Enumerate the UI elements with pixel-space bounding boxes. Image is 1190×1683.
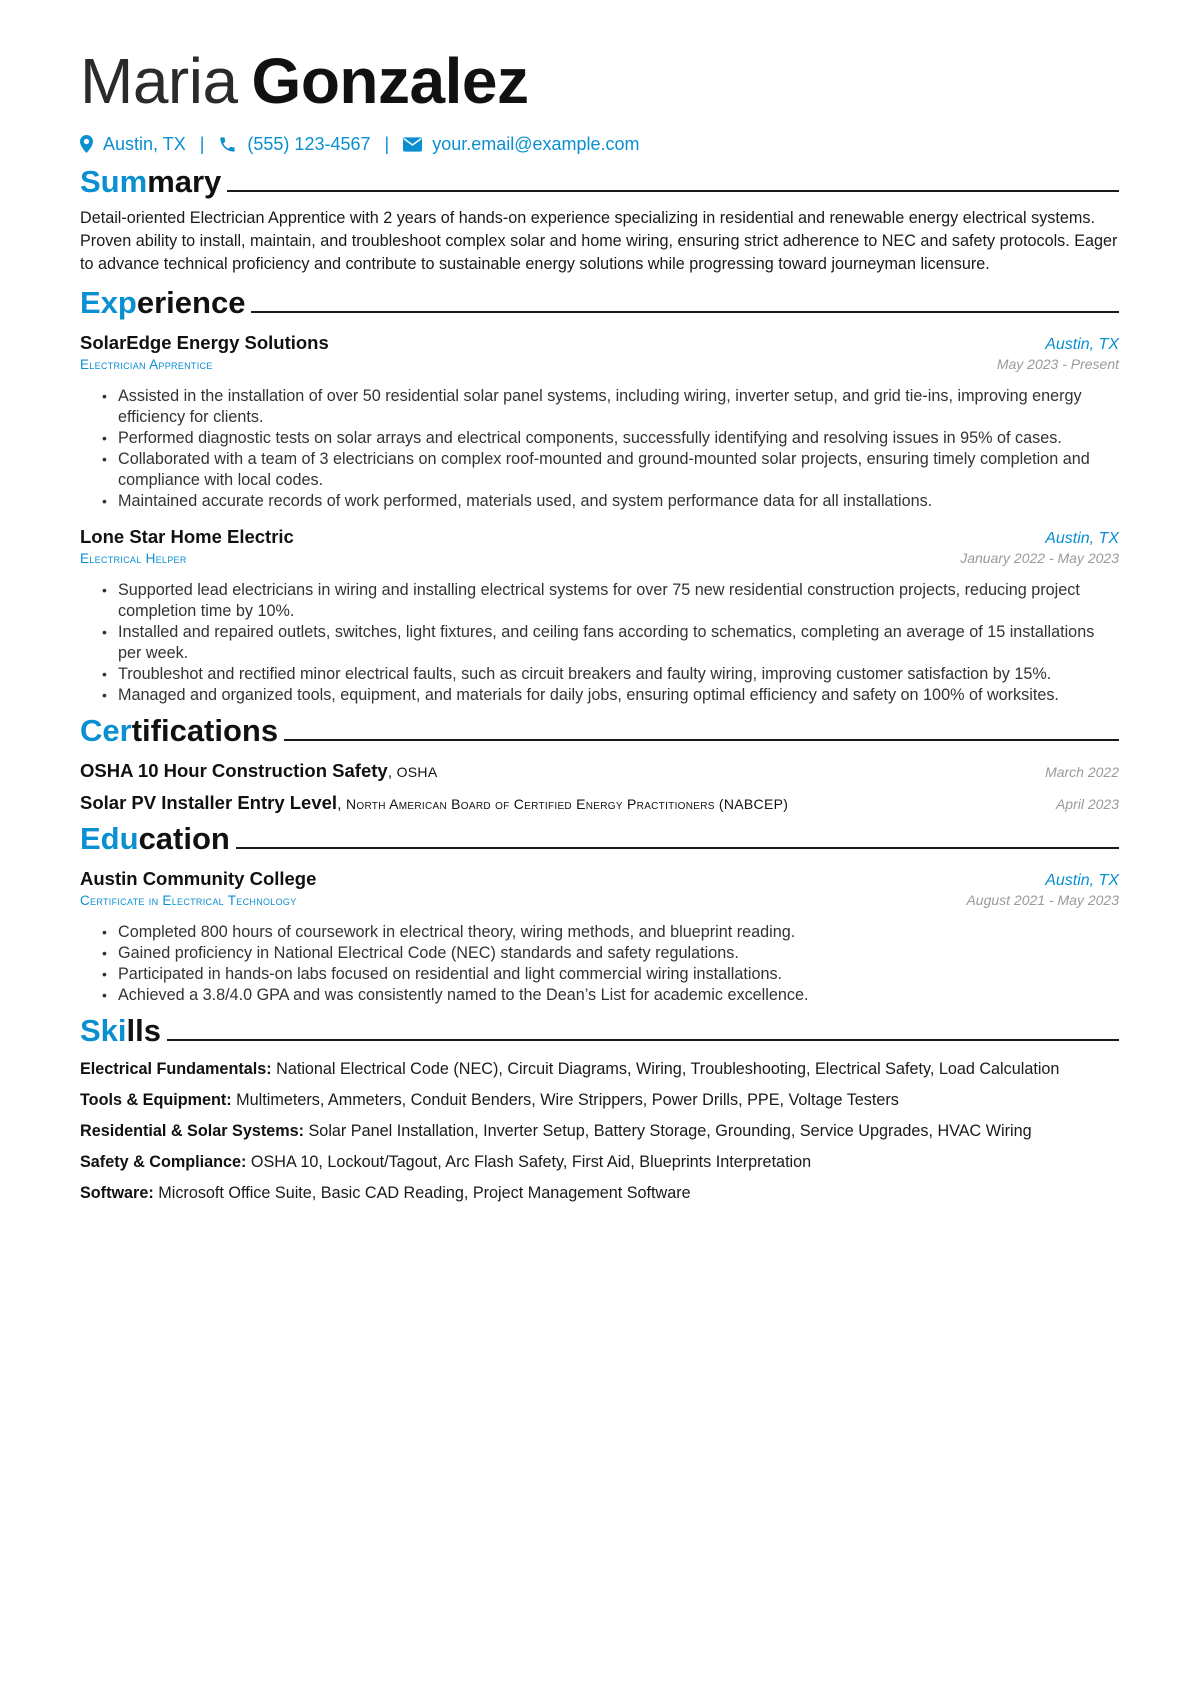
job-entry <box>80 526 1119 706</box>
email-text: your.email@example.com <box>432 133 640 154</box>
list-item: • Managed and organized tools, equipment, and materials for daily jobs, ensuring optimal efficiency and safety on 100% of worksites. <box>118 685 1119 706</box>
job-company: Lone Star Home Electric <box>80 526 294 547</box>
job-date: May 2023 - Present <box>996 356 1119 372</box>
skill-values: Solar Panel Installation, Inverter Setup, Battery Storage, Grounding, Service Upgrades, HVAC Wiring <box>304 1122 1032 1140</box>
skill-row <box>80 1182 1119 1204</box>
certification-name: Solar PV Installer Entry Level <box>80 792 338 813</box>
certification-issuer: OSHA <box>396 764 438 780</box>
certification-name: OSHA 10 Hour Construction Safety <box>80 760 388 781</box>
summary-title-rest: mary <box>147 164 222 199</box>
job-role: Electrician Apprentice <box>80 357 213 372</box>
skill-values: OSHA 10, Lockout/Tagout, Arc Flash Safety, First Aid, Blueprints Interpretation <box>246 1153 812 1171</box>
list-item: • Participated in hands-on labs focused on residential and light commercial wiring installations. <box>118 964 1119 985</box>
list-item: • Troubleshot and rectified minor electrical faults, such as circuit breakers and faulty wiring, improving customer satisfaction by 15%. <box>118 664 1119 685</box>
job-company: SolarEdge Energy Solutions <box>80 332 329 353</box>
experience-heading <box>80 284 1119 322</box>
skills-title-rest: lls <box>126 1013 161 1048</box>
education-title-accent: Edu <box>80 821 139 856</box>
list-item: • Performed diagnostic tests on solar arrays and electrical components, successfully identifying and resolving issues in 95% of cases. <box>118 428 1119 449</box>
skills-title-accent: Ski <box>80 1013 127 1048</box>
job-location: Austin, TX <box>1045 530 1119 547</box>
education-entry <box>80 868 1119 1006</box>
list-item: • Maintained accurate records of work performed, materials used, and system performance data for all installations. <box>118 491 1119 512</box>
resume-page <box>80 0 1119 1204</box>
contact-phone[interactable] <box>218 134 370 155</box>
certification-date: April 2023 <box>1055 796 1119 812</box>
list-item: • Installed and repaired outlets, switches, light fixtures, and ceiling fans according to schematics, completing an average of 15 installations per week. <box>118 622 1119 664</box>
education-date: August 2021 - May 2023 <box>966 892 1119 908</box>
section-rule <box>236 847 1119 849</box>
education-bullets <box>80 922 1119 1006</box>
skill-category: Safety & Compliance: <box>80 1153 247 1171</box>
skill-row <box>80 1058 1119 1080</box>
list-item: • Collaborated with a team of 3 electricians on complex roof-mounted and ground-mounted solar projects, ensuring timely completion and compliance with local codes. <box>118 449 1119 491</box>
certification-item: Solar PV Installer Entry Level, North American Board of Certified Energy Practitioners (NABCEP) April 2023 <box>80 792 1119 813</box>
certifications-title-rest: tifications <box>131 713 279 748</box>
list-item: • Completed 800 hours of coursework in electrical theory, wiring methods, and blueprint reading. <box>118 922 1119 943</box>
certification-date: March 2022 <box>1045 764 1119 780</box>
section-rule <box>251 311 1119 313</box>
location-text: Austin, TX <box>103 133 186 154</box>
skill-category: Tools & Equipment: <box>80 1091 232 1109</box>
section-rule <box>227 190 1119 192</box>
job-date: January 2022 - May 2023 <box>960 550 1119 566</box>
list-item: • Supported lead electricians in wiring and installing electrical systems for over 75 new residential construction projects, reducing project completion time by 10%. <box>118 580 1119 622</box>
summary-text: Detail-oriented Electrician Apprentice with 2 years of hands-on experience specializing in residential and renewable energy electrical systems. Proven ability to install, maintain, and troubleshoot complex solar and home wiring, ensuring strict adherence to NEC and safety protocols. Eager to advance technical proficiency and contribute to sustainable energy solutions while progressing toward journeyman licensure. <box>80 209 1118 273</box>
certifications-heading <box>80 712 1119 750</box>
skill-values: Microsoft Office Suite, Basic CAD Reading, Project Management Software <box>153 1184 691 1202</box>
skill-values: Multimeters, Ammeters, Conduit Benders, Wire Strippers, Power Drills, PPE, Voltage Testers <box>231 1091 899 1109</box>
list-item: • Assisted in the installation of over 50 residential solar panel systems, including wiring, inverter setup, and grid tie-ins, improving energy efficiency for clients. <box>118 386 1119 428</box>
certification-issuer: North American Board of Certified Energy Practitioners (NABCEP) <box>345 796 789 812</box>
job-bullets <box>80 580 1119 706</box>
first-name: Maria <box>80 45 238 117</box>
education-heading <box>80 820 1119 858</box>
contact-line <box>80 131 1119 157</box>
skills-heading <box>80 1012 1119 1050</box>
envelope-icon <box>403 137 422 152</box>
job-location: Austin, TX <box>1045 336 1119 353</box>
job-role: Electrical Helper <box>80 551 187 566</box>
contact-separator: | <box>384 133 390 154</box>
degree: Certificate in Electrical Technology <box>80 893 297 908</box>
contact-location <box>80 134 186 155</box>
experience-title-accent: Exp <box>80 285 137 320</box>
map-pin-icon <box>80 135 93 153</box>
certifications-title-accent: Cer <box>80 713 132 748</box>
section-rule <box>284 739 1119 741</box>
certification-item: OSHA 10 Hour Construction Safety, OSHA March 2022 <box>80 760 1119 781</box>
list-item: • Achieved a 3.8/4.0 GPA and was consistently named to the Dean’s List for academic excellence. <box>118 985 1119 1006</box>
summary-heading <box>80 163 1119 201</box>
skill-row <box>80 1151 1119 1173</box>
section-rule <box>167 1039 1119 1041</box>
summary-title-accent: Sum <box>80 164 148 199</box>
skills-list <box>80 1058 1119 1204</box>
experience-title-rest: erience <box>136 285 246 320</box>
candidate-name <box>80 46 1119 116</box>
education-title-rest: cation <box>138 821 230 856</box>
skill-category: Software: <box>80 1184 154 1202</box>
list-item: • Gained proficiency in National Electrical Code (NEC) standards and safety regulations. <box>118 943 1119 964</box>
phone-text: (555) 123-4567 <box>247 133 371 154</box>
school-name: Austin Community College <box>80 868 317 889</box>
job-entry <box>80 332 1119 512</box>
school-location: Austin, TX <box>1045 872 1119 889</box>
skill-values: National Electrical Code (NEC), Circuit Diagrams, Wiring, Troubleshooting, Electrical Safety, Load Calculation <box>271 1060 1060 1078</box>
last-name: Gonzalez <box>251 45 529 117</box>
skill-category: Electrical Fundamentals: <box>80 1060 272 1078</box>
skill-category: Residential & Solar Systems: <box>80 1122 305 1140</box>
contact-separator: | <box>199 133 205 154</box>
contact-email[interactable] <box>403 134 639 155</box>
job-bullets <box>80 386 1119 512</box>
skill-row <box>80 1089 1119 1111</box>
skill-row <box>80 1120 1119 1142</box>
phone-icon <box>218 135 237 154</box>
